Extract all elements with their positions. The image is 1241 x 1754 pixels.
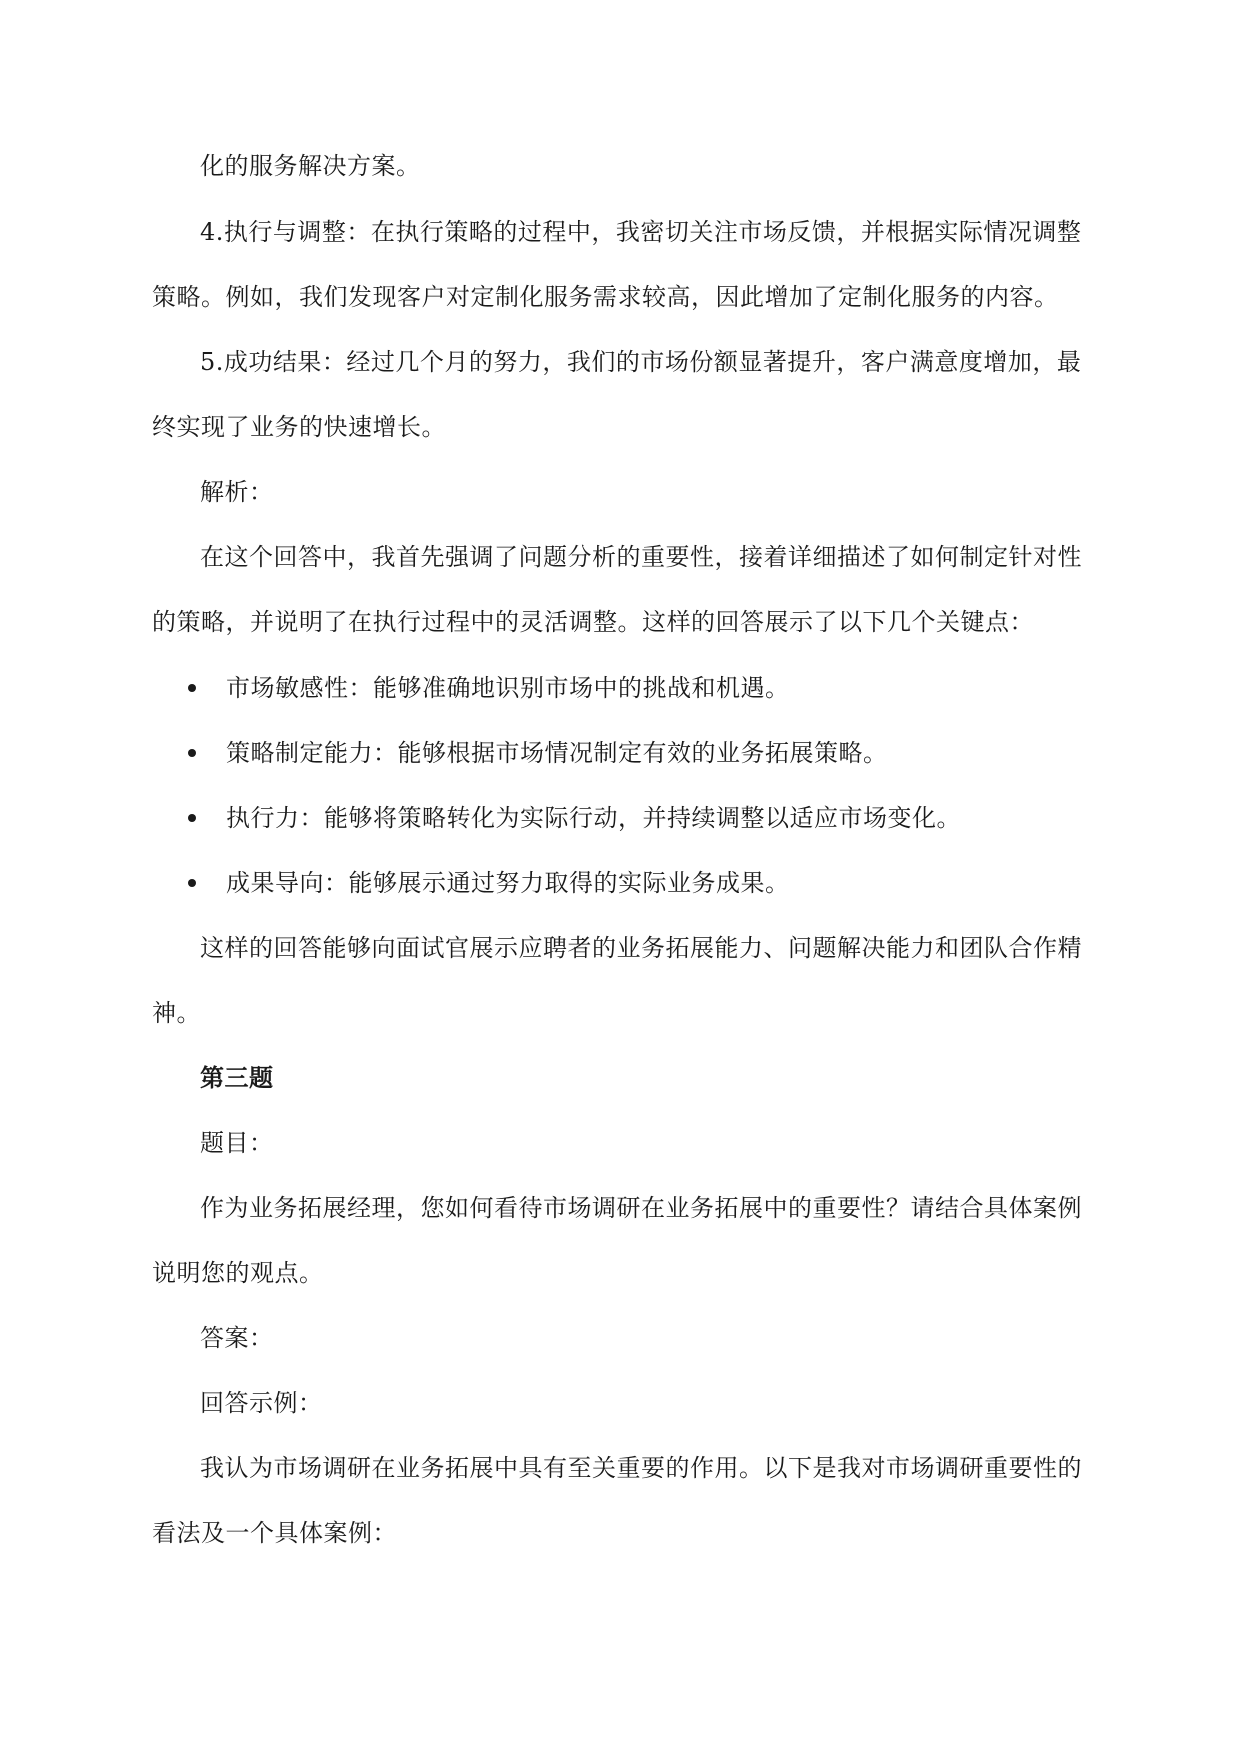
- bullet-dot: [188, 814, 196, 822]
- paragraph-answer-line1: 我认为市场调研在业务拓展中具有至关重要的作用。以下是我对市场调研重要性的: [200, 1454, 1082, 1482]
- paragraph-result-line2: 终实现了业务的快速增长。: [152, 413, 446, 441]
- analysis-label: 解析：: [200, 478, 274, 506]
- bullet-dot: [188, 749, 196, 757]
- paragraph-analysis-line2: 的策略，并说明了在执行过程中的灵活调整。这样的回答展示了以下几个关键点：: [152, 608, 1034, 636]
- paragraph-question-line2: 说明您的观点。: [152, 1259, 324, 1287]
- paragraph-continuation: 化的服务解决方案。: [200, 152, 421, 180]
- list-item: 市场敏感性：能够准确地识别市场中的挑战和机遇。: [226, 674, 790, 702]
- list-item: 成果导向：能够展示通过努力取得的实际业务成果。: [226, 869, 790, 897]
- paragraph-question-line1: 作为业务拓展经理，您如何看待市场调研在业务拓展中的重要性？请结合具体案例: [200, 1194, 1082, 1222]
- list-item: 策略制定能力：能够根据市场情况制定有效的业务拓展策略。: [226, 739, 888, 767]
- question-label: 题目：: [200, 1129, 274, 1157]
- bullet-dot: [188, 879, 196, 887]
- paragraph-answer-line2: 看法及一个具体案例：: [152, 1519, 397, 1547]
- paragraph-analysis-line1: 在这个回答中，我首先强调了问题分析的重要性，接着详细描述了如何制定针对性: [200, 543, 1082, 571]
- answer-label: 答案：: [200, 1324, 274, 1352]
- section-heading: 第三题: [200, 1064, 274, 1092]
- bullet-dot: [188, 684, 196, 692]
- paragraph-summary-line1: 这样的回答能够向面试官展示应聘者的业务拓展能力、问题解决能力和团队合作精: [200, 934, 1082, 962]
- paragraph-execution-line1: 4.执行与调整：在执行策略的过程中，我密切关注市场反馈，并根据实际情况调整: [200, 218, 1082, 246]
- example-label: 回答示例：: [200, 1389, 323, 1417]
- paragraph-execution-line2: 策略。例如，我们发现客户对定制化服务需求较高，因此增加了定制化服务的内容。: [152, 283, 1059, 311]
- paragraph-summary-line2: 神。: [152, 999, 201, 1027]
- list-item: 执行力：能够将策略转化为实际行动，并持续调整以适应市场变化。: [226, 804, 961, 832]
- paragraph-result-line1: 5.成功结果：经过几个月的努力，我们的市场份额显著提升，客户满意度增加，最: [200, 348, 1082, 376]
